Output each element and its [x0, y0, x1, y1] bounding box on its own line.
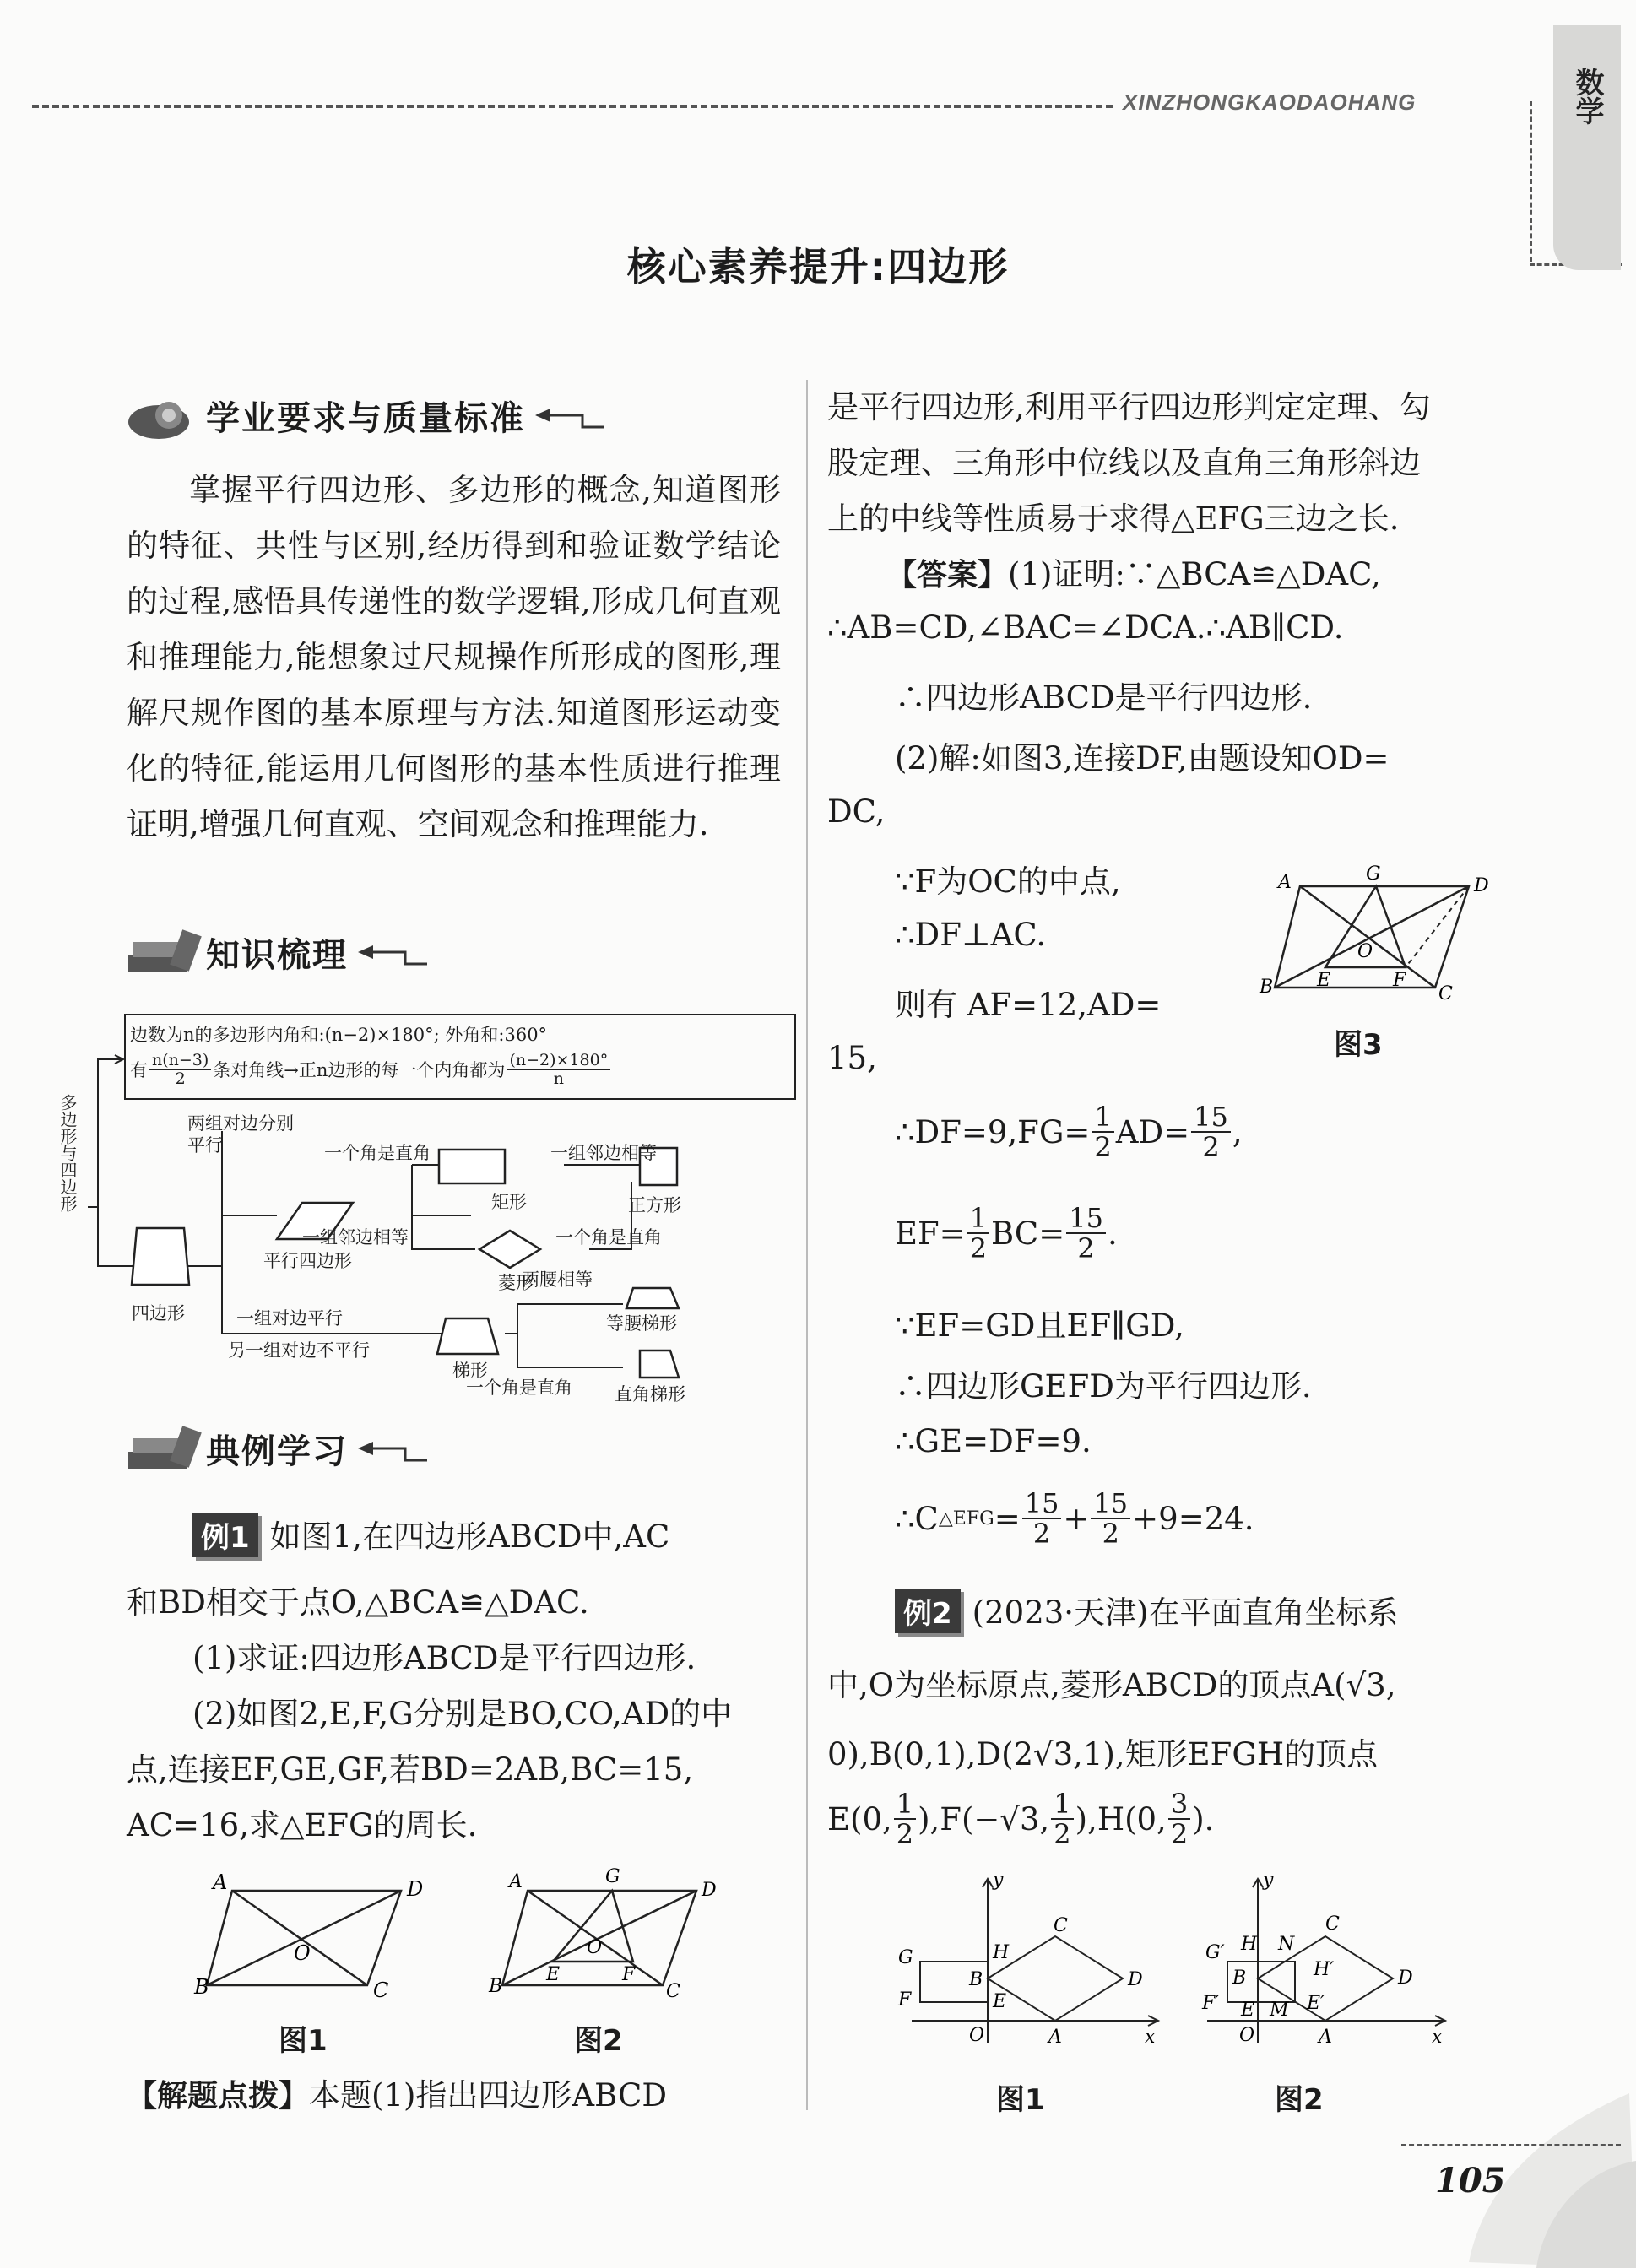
section-heading-text: 知识梳理 [206, 935, 348, 975]
label-A: A [1319, 2027, 1332, 2048]
ans15-sub: △EFG [938, 1507, 994, 1529]
trap-label: 梯形 [452, 1361, 488, 1381]
arrow-left-icon [355, 1432, 431, 1465]
frac-half [967, 1204, 989, 1263]
cond-para: 两组对边分别平行 [187, 1113, 294, 1156]
fig2-caption: 图2 [574, 2024, 623, 2058]
column-divider [806, 380, 808, 2110]
ans10-pre: ∴DF=9,FG= [895, 1113, 1091, 1150]
frac-half [1051, 1789, 1073, 1849]
label-E: E [1241, 2000, 1255, 2021]
cond-trap-a: 一组对边平行 [236, 1308, 343, 1329]
fig3-caption: 图3 [1334, 1028, 1383, 1062]
figure-1 [194, 1865, 456, 2000]
diag-frac [149, 1052, 211, 1087]
answer-line7: ∴DF⊥AC. [895, 917, 1047, 953]
section-heading-examples [125, 1423, 431, 1474]
frac-den: 2 [896, 1818, 914, 1850]
answer-line6: ∵F为OC的中点, [895, 863, 1121, 900]
frac-num: (n−2)×180° [507, 1052, 610, 1070]
fig1-caption: 图1 [279, 2024, 328, 2058]
cond-trap-b: 另一组对边不平行 [228, 1340, 370, 1361]
ans11-mid: BC= [991, 1215, 1065, 1252]
frac-num: 1 [1051, 1789, 1073, 1820]
ex2-text: (2023·天津)在平面直角坐标系 [972, 1594, 1399, 1631]
quadrilateral-shape [132, 1228, 189, 1285]
label-Hp: H′ [1314, 1959, 1335, 1980]
subject-tab [1553, 25, 1621, 270]
box-line2-pre: 有 [130, 1060, 148, 1080]
ex1-q2b: 点,连接EF,GE,GF,若BD=2AB,BC=15, [127, 1751, 694, 1788]
label-Ep: E′ [1307, 1993, 1325, 2014]
frac-15-2 [1066, 1204, 1106, 1263]
answer-line9: 15, [827, 1040, 877, 1076]
frac-15-2 [1091, 1489, 1130, 1548]
frac-num: 3 [1168, 1789, 1190, 1820]
label-D: D [1474, 875, 1489, 896]
quad-label: 四边形 [132, 1303, 185, 1323]
right-trapezoid-shape [640, 1351, 679, 1378]
frac-den: 2 [1202, 1131, 1220, 1163]
answer-line12: ∵EF=GD且EF∥GD, [895, 1307, 1184, 1344]
frac-den: 2 [1054, 1818, 1071, 1850]
cond-rhom-sq: 一个角是直角 [555, 1227, 662, 1248]
label-B: B [1232, 1968, 1247, 1989]
label-O: O [969, 2025, 985, 2046]
ex1-text: 如图1,在四边形ABCD中,AC [269, 1518, 670, 1555]
frac-num: 1 [967, 1204, 989, 1234]
example-tag: 例2 [895, 1589, 961, 1633]
label-D: D [1398, 1968, 1413, 1989]
ex1-line1 [192, 1511, 669, 1557]
iso-trapezoid-shape [626, 1288, 679, 1308]
label-C: C [1325, 1913, 1340, 1935]
answer-line14: ∴GE=DF=9. [895, 1423, 1092, 1459]
diagram-root: 多边形与四边形 [57, 1094, 78, 1212]
page-number: 105 [1435, 2161, 1506, 2200]
label-E: E [546, 1964, 561, 1985]
standards-paragraph: 掌握平行四边形、多边形的概念,知道图形的特征、共性与区别,经历得到和验证数学结论的过程,感悟具传递性的数学逻辑,形成几何直观和推理能力,能想象过尺规操作所形成的图形,理解尺规作图的基本原理与方法.知道图形运动变化的特征,能运用几何图形的基本性质进行推理证明,增强几何直观、空间观念和推理能力. [127, 472, 781, 842]
answer-line8: 则有 AF=12,AD= [895, 987, 1162, 1023]
label-D: D [1128, 1969, 1143, 1990]
label-H: H [993, 1942, 1010, 1963]
frac-den: 2 [1094, 1131, 1112, 1163]
ex2-fig2-caption: 图2 [1275, 2083, 1324, 2117]
label-M: M [1270, 2000, 1289, 2021]
label-C: C [666, 1981, 680, 2002]
frac-den: 2 [175, 1069, 186, 1088]
figure-3 [1258, 853, 1503, 1013]
ex2-figure-1 [886, 1870, 1165, 2051]
label-B: B [489, 1976, 503, 1997]
answer-line15 [895, 1489, 1254, 1548]
diag-frac2 [507, 1052, 610, 1087]
rhombus-shape [479, 1231, 540, 1268]
ex2-F-post: ),H(0, [1075, 1800, 1167, 1838]
label-C: C [373, 1978, 389, 2002]
frac-3-2 [1168, 1789, 1190, 1849]
frac-half [1092, 1102, 1113, 1161]
label-Fp: F′ [1202, 1993, 1220, 2014]
rhombus-label: 菱形 [498, 1273, 534, 1293]
answer-line1 [886, 549, 1381, 594]
label-O: O [1357, 941, 1373, 962]
label-y: y [993, 1870, 1004, 1891]
diagram-box-line2 [130, 1052, 612, 1087]
label-F: F [622, 1964, 636, 1985]
answer-tag: 【答案】 [886, 558, 1009, 593]
label-x: x [1145, 2027, 1156, 2048]
books-icon [125, 927, 201, 977]
label-A: A [1278, 872, 1292, 893]
ans15-end: +9=24. [1132, 1500, 1254, 1537]
label-O: O [587, 1937, 603, 1958]
bell-icon [125, 390, 201, 441]
frac-den: 2 [1170, 1818, 1189, 1850]
knowledge-diagram [49, 1013, 800, 1410]
ex2-line1 [895, 1587, 1398, 1633]
cond-rhom: 一组邻边相等 [302, 1227, 409, 1248]
label-O: O [1239, 2025, 1255, 2046]
hint-line4: 上的中线等性质易于求得△EFG三边之长. [827, 501, 1400, 537]
rectangle-shape [439, 1150, 505, 1183]
label-G: G [898, 1947, 913, 1968]
frac-den: n [553, 1069, 564, 1088]
cond-right: 一个角是直角 [466, 1378, 572, 1398]
rect-label: 矩形 [491, 1192, 527, 1212]
answer-line3: ∴四边形ABCD是平行四边形. [895, 679, 1313, 716]
answer-line5: DC, [827, 793, 886, 830]
iso-trap-label: 等腰梯形 [606, 1313, 677, 1334]
ans15-eq: = [994, 1500, 1021, 1537]
ex2-H-post: ). [1192, 1800, 1215, 1838]
label-F: F [1393, 970, 1406, 991]
frac-den: 2 [1032, 1518, 1051, 1550]
frac-den: 2 [1077, 1232, 1095, 1264]
answer-line10: ∴DF=9,FG= $\frac{1}{2}$ AD= $\frac{15}{2}$ , [895, 1101, 1243, 1163]
hint-line2: 是平行四边形,利用平行四边形判定定理、勾 [827, 389, 1431, 425]
frac-num: 15 [1022, 1489, 1062, 1519]
label-G: G [1366, 863, 1381, 885]
example-tag: 例1 [192, 1513, 258, 1557]
page-title: 核心素养提升:四边形 [626, 244, 1010, 290]
footer-rule [1401, 2144, 1621, 2146]
running-title: XINZHONGKAODAOHANG [1123, 89, 1417, 115]
ans15-pre: ∴C [895, 1500, 939, 1537]
ex1-q2c: AC=16,求△EFG的周长. [127, 1807, 478, 1843]
frac-den: 2 [1102, 1518, 1119, 1550]
frac-num: 1 [894, 1789, 916, 1820]
label-E: E [1317, 970, 1331, 991]
box-line2-mid: 条对角线→正n边形的每一个内角都为 [213, 1060, 506, 1080]
ex2-E-pre: E(0, [827, 1800, 892, 1838]
hint-line3: 股定理、三角形中位线以及直角三角形斜边 [827, 445, 1421, 481]
label-B: B [194, 1975, 209, 1999]
hint-text: 本题(1)指出四边形ABCD [309, 2077, 667, 2114]
ex2-E-post: ),F(−√3, [918, 1800, 1050, 1838]
ex2-figure-2 [1190, 1870, 1452, 2051]
label-A: A [213, 1870, 228, 1894]
cond-iso: 两腰相等 [522, 1269, 593, 1290]
label-O: O [294, 1941, 311, 1965]
frac-half [894, 1789, 916, 1849]
right-trap-label: 直角梯形 [615, 1384, 685, 1405]
section-heading-text: 学业要求与质量标准 [206, 398, 525, 438]
decorative-leaves [1435, 1992, 1636, 2268]
answer-line11: EF= $\frac{1}{2}$ BC= $\frac{15}{2}$ . [895, 1202, 1118, 1264]
ex1-q1: (1)求证:四边形ABCD是平行四边形. [192, 1640, 696, 1676]
section-heading-standards [125, 390, 608, 441]
label-H: H [1241, 1934, 1258, 1955]
answer-line4: (2)解:如图3,连接DF,由题设知OD= [895, 740, 1390, 777]
frac-den: 2 [969, 1232, 988, 1264]
frac-15-2 [1022, 1489, 1062, 1548]
section-heading-knowledge [125, 927, 431, 977]
frac-15-2 [1191, 1102, 1231, 1161]
ex1-q2a: (2)如图2,E,F,G分别是BO,CO,AD的中 [192, 1696, 733, 1732]
label-F: F [898, 1989, 912, 2011]
hint-line1 [127, 2070, 667, 2115]
books-icon [125, 1423, 201, 1474]
subject-label: 数学 [1570, 68, 1604, 125]
ex2-line3: 0),B(0,1),D(2√3,1),矩形EFGH的顶点 [827, 1736, 1379, 1773]
section-heading-text: 典例学习 [206, 1432, 348, 1471]
square-label: 正方形 [628, 1195, 681, 1215]
frac-num: 15 [1191, 1102, 1231, 1133]
answer-text: (1)证明:∵△BCA≌△DAC, [1008, 556, 1381, 593]
frac-num: 1 [1092, 1102, 1113, 1133]
label-C: C [1438, 983, 1453, 1004]
figure-2 [485, 1857, 717, 2002]
answer-line13: ∴四边形GEFD为平行四边形. [895, 1368, 1312, 1405]
diagram-box-line1: 边数为n的多边形内角和:(n−2)×180°; 外角和:360° [130, 1025, 548, 1045]
label-B: B [1260, 977, 1274, 998]
label-A: A [509, 1871, 523, 1892]
para-label: 平行四边形 [263, 1251, 352, 1271]
ex1-line2: 和BD相交于点O,△BCA≌△DAC. [127, 1584, 589, 1621]
ex2-fig1-caption: 图1 [996, 2083, 1045, 2117]
ex2-line4 [827, 1789, 1214, 1849]
frac-num: 15 [1066, 1204, 1106, 1234]
label-G: G [605, 1866, 620, 1887]
label-D: D [407, 1877, 424, 1901]
label-x: x [1432, 2027, 1443, 2048]
label-B: B [969, 1969, 983, 1990]
arrow-left-icon [532, 398, 608, 432]
label-C: C [1054, 1915, 1068, 1936]
ex2-line2: 中,O为坐标原点,菱形ABCD的顶点A(√3, [827, 1667, 1396, 1703]
frac-num: n(n−3) [149, 1052, 211, 1070]
label-N: N [1278, 1934, 1295, 1955]
ans10-mid: AD= [1115, 1113, 1190, 1150]
label-A: A [1048, 2027, 1062, 2048]
ans15-plus: + [1063, 1500, 1090, 1537]
arrow-left-icon [355, 935, 431, 969]
label-y: y [1263, 1870, 1274, 1891]
hint-tag: 【解题点拨】 [127, 2079, 310, 2114]
label-E: E [993, 1991, 1007, 2012]
label-D: D [702, 1880, 717, 1901]
header-rule [32, 105, 1113, 108]
cond-rect: 一个角是直角 [324, 1143, 431, 1163]
answer-line2: ∴AB=CD,∠BAC=∠DCA.∴AB∥CD. [827, 609, 1344, 646]
trapezoid-shape [437, 1318, 498, 1354]
label-Gp: G′ [1205, 1942, 1225, 1963]
frac-num: 15 [1091, 1489, 1130, 1519]
cond-rect-sq: 一组邻边相等 [550, 1143, 657, 1163]
ans11-pre: EF= [895, 1215, 966, 1252]
